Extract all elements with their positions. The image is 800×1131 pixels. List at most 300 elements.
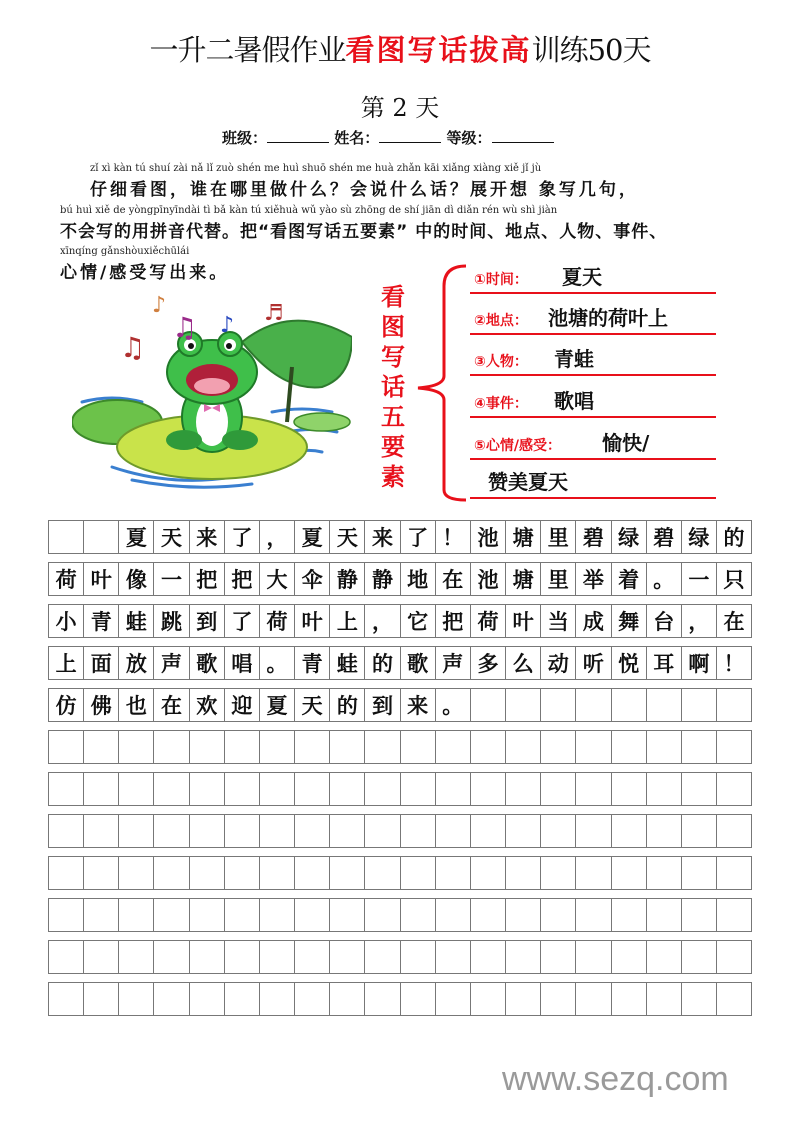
grid-cell[interactable] [84, 941, 119, 973]
grid-cell[interactable] [506, 899, 541, 931]
grid-cell[interactable]: 把 [436, 605, 471, 637]
grid-cell[interactable]: 了 [225, 605, 260, 637]
grid-cell[interactable] [471, 899, 506, 931]
grid-cell[interactable] [506, 983, 541, 1015]
grid-cell[interactable]: 地 [401, 563, 436, 595]
title-char: 素 [381, 462, 405, 491]
grid-cell[interactable]: 在 [436, 563, 471, 595]
grid-cell[interactable] [612, 857, 647, 889]
grid-cell[interactable]: 天 [154, 521, 189, 553]
grid-cell[interactable]: 蛙 [330, 647, 365, 679]
grid-cell[interactable] [471, 689, 506, 721]
grid-cell[interactable] [154, 983, 189, 1015]
grid-cell[interactable] [506, 815, 541, 847]
grid-cell[interactable] [225, 941, 260, 973]
grid-cell[interactable]: 绿 [682, 521, 717, 553]
title-suffix: 训练50天 [531, 33, 651, 67]
grid-cell[interactable] [49, 773, 84, 805]
grid-cell[interactable] [506, 857, 541, 889]
grid-cell[interactable] [330, 857, 365, 889]
grid-cell[interactable] [260, 983, 295, 1015]
grid-cell[interactable]: 只 [723, 567, 745, 592]
grid-cell[interactable]: 伞 [295, 563, 330, 595]
watermark: www.sezq.com [502, 1060, 729, 1098]
grid-row [48, 814, 752, 848]
grid-cell[interactable] [365, 773, 400, 805]
title-char: 五 [381, 402, 405, 431]
element-label: ⑤心情/感受： [474, 438, 561, 454]
grid-cell[interactable] [190, 899, 225, 931]
grid-cell[interactable]: 叶 [84, 563, 119, 595]
element-value[interactable]: 池塘的荷叶上 [548, 306, 668, 330]
grid-cell[interactable]: 当 [541, 605, 576, 637]
grid-cell[interactable]: ， [682, 605, 717, 637]
grid-cell[interactable] [190, 941, 225, 973]
grid-cell[interactable]: 了 [225, 521, 260, 553]
grid-cell[interactable]: 天 [295, 689, 330, 721]
grid-cell[interactable] [330, 815, 365, 847]
grid-cell[interactable] [682, 773, 717, 805]
grid-cell[interactable] [260, 731, 295, 763]
grid-cell[interactable] [576, 731, 611, 763]
grid-cell[interactable] [119, 899, 154, 931]
grid-cell[interactable] [647, 941, 682, 973]
grid-cell[interactable] [647, 689, 682, 721]
grid-cell[interactable]: 举 [576, 563, 611, 595]
student-info-fields [222, 127, 554, 148]
grid-cell[interactable] [190, 731, 225, 763]
grid-cell[interactable]: 声 [154, 647, 189, 679]
grid-cell[interactable]: 舞 [612, 605, 647, 637]
grid-cell[interactable]: 耳 [647, 647, 682, 679]
grid-cell[interactable] [49, 815, 84, 847]
grid-cell[interactable]: 。 [647, 563, 682, 595]
grid-cell[interactable] [260, 941, 295, 973]
instruction-text: 不会写的用拼音代替。把“看图写话五要素” 中的时间、地点、人物、事件、 [60, 222, 668, 242]
grid-cell[interactable] [647, 731, 682, 763]
grid-cell[interactable] [401, 941, 436, 973]
grid-cell[interactable] [365, 857, 400, 889]
grid-cell[interactable] [154, 857, 189, 889]
grid-cell[interactable] [436, 983, 471, 1015]
grid-cell[interactable] [576, 899, 611, 931]
grid-cell[interactable] [49, 521, 84, 553]
grid-cell[interactable]: 到 [190, 605, 225, 637]
grid-cell[interactable] [154, 899, 189, 931]
five-elements-vertical-title [376, 282, 410, 492]
grid-cell[interactable]: 。 [436, 689, 471, 721]
grid-cell[interactable]: ， [365, 605, 400, 637]
grid-cell[interactable]: 来 [401, 689, 436, 721]
grid-cell[interactable] [119, 983, 154, 1015]
grid-cell[interactable] [401, 773, 436, 805]
grid-cell[interactable]: 歌 [401, 647, 436, 679]
name-field[interactable] [379, 142, 441, 143]
grid-cell[interactable]: 叶 [295, 605, 330, 637]
title-char: 要 [381, 432, 405, 461]
grid-cell[interactable] [119, 815, 154, 847]
grid-cell[interactable] [717, 731, 751, 763]
grid-cell[interactable] [576, 689, 611, 721]
element-value[interactable]: 夏天 [562, 265, 602, 289]
grid-cell[interactable] [682, 857, 717, 889]
grid-cell[interactable] [225, 983, 260, 1015]
grid-cell[interactable] [190, 773, 225, 805]
grid-cell[interactable] [576, 857, 611, 889]
grid-cell[interactable]: 绿 [612, 521, 647, 553]
grid-cell[interactable]: 来 [365, 521, 400, 553]
grid-cell[interactable] [471, 731, 506, 763]
grid-cell[interactable]: 夏 [260, 689, 295, 721]
day-label: 第 2 天 [360, 94, 440, 122]
grid-cell[interactable]: 碧 [576, 521, 611, 553]
grid-cell[interactable] [612, 731, 647, 763]
grid-cell[interactable] [541, 815, 576, 847]
grid-cell[interactable] [49, 941, 84, 973]
class-field[interactable] [267, 142, 329, 143]
grid-cell[interactable] [576, 815, 611, 847]
grid-cell[interactable] [295, 857, 330, 889]
grid-cell[interactable] [401, 857, 436, 889]
grid-cell[interactable]: 一 [154, 563, 189, 595]
grid-cell[interactable] [119, 773, 154, 805]
grid-cell[interactable] [330, 983, 365, 1015]
brace-icon [408, 262, 468, 502]
grid-cell[interactable] [682, 815, 717, 847]
grid-cell[interactable] [717, 983, 751, 1015]
grid-cell[interactable]: 成 [576, 605, 611, 637]
grid-cell[interactable]: 佛 [84, 689, 119, 721]
grid-cell[interactable] [49, 731, 84, 763]
grid-row [48, 688, 752, 722]
grid-cell[interactable]: 荷 [49, 563, 84, 595]
grid-cell[interactable] [647, 899, 682, 931]
grid-cell[interactable]: 到 [365, 689, 400, 721]
grid-cell[interactable]: 的 [723, 525, 745, 550]
element-person [470, 344, 716, 376]
element-value[interactable]: 青蛙 [554, 347, 594, 371]
grid-cell[interactable] [260, 815, 295, 847]
grid-cell[interactable]: 大 [260, 563, 295, 595]
grid-cell[interactable]: 么 [506, 647, 541, 679]
grid-cell[interactable] [717, 941, 751, 973]
title-char: 话 [381, 372, 405, 401]
grid-cell[interactable] [365, 815, 400, 847]
grid-cell[interactable] [612, 815, 647, 847]
grid-cell[interactable] [506, 689, 541, 721]
grid-cell[interactable] [612, 983, 647, 1015]
grid-cell[interactable] [225, 815, 260, 847]
grid-cell[interactable] [612, 899, 647, 931]
grid-cell[interactable] [541, 857, 576, 889]
grid-cell[interactable]: 跳 [154, 605, 189, 637]
page-title [0, 28, 800, 69]
grid-cell[interactable] [295, 815, 330, 847]
grid-cell[interactable] [436, 941, 471, 973]
grid-cell[interactable] [295, 983, 330, 1015]
grid-cell[interactable] [682, 899, 717, 931]
grid-cell[interactable]: 蛙 [119, 605, 154, 637]
pinyin: zǐ xì kàn tú shuí zài nǎ lǐ zuò shén me huì shuō shén me huà zhǎn kāi xiǎng xiàng xiě jǐ jù [90, 163, 542, 174]
grid-cell[interactable]: 塘 [506, 521, 541, 553]
element-label: ③人物： [474, 354, 528, 370]
grid-cell[interactable] [295, 773, 330, 805]
grid-cell[interactable]: ， [260, 521, 295, 553]
grid-cell[interactable] [84, 815, 119, 847]
grid-cell[interactable]: 上 [49, 647, 84, 679]
grid-cell[interactable] [717, 899, 751, 931]
grid-cell[interactable]: 里 [541, 563, 576, 595]
grid-cell[interactable]: 在 [723, 609, 745, 634]
grid-cell[interactable]: 的 [365, 647, 400, 679]
grid-cell[interactable] [436, 773, 471, 805]
element-event [470, 386, 716, 418]
grid-cell[interactable] [330, 731, 365, 763]
grid-cell[interactable]: 迎 [225, 689, 260, 721]
grid-row [48, 520, 752, 554]
grid-cell[interactable] [541, 983, 576, 1015]
grid-cell[interactable]: 来 [190, 521, 225, 553]
grid-cell[interactable] [541, 941, 576, 973]
svg-text:♪: ♪ [152, 293, 167, 318]
grid-cell[interactable] [576, 983, 611, 1015]
grid-cell[interactable] [190, 983, 225, 1015]
element-value[interactable]: 歌唱 [554, 389, 594, 413]
grid-cell[interactable]: 静 [365, 563, 400, 595]
grid-cell[interactable] [612, 773, 647, 805]
grid-cell[interactable]: 像 [119, 563, 154, 595]
grid-cell[interactable]: 里 [541, 521, 576, 553]
grid-cell[interactable]: 把 [225, 563, 260, 595]
grid-row [48, 940, 752, 974]
grid-cell[interactable] [576, 941, 611, 973]
grid-cell[interactable] [154, 941, 189, 973]
instruction-line-2 [60, 205, 667, 242]
grid-cell[interactable]: 仿 [49, 689, 84, 721]
grid-row [48, 856, 752, 890]
grade-field[interactable] [492, 142, 554, 143]
grid-cell[interactable]: 放 [119, 647, 154, 679]
grid-cell[interactable]: 也 [119, 689, 154, 721]
grid-cell[interactable]: 荷 [260, 605, 295, 637]
grid-cell[interactable]: 唱 [225, 647, 260, 679]
grid-cell[interactable]: 了 [401, 521, 436, 553]
grid-cell[interactable] [154, 773, 189, 805]
grid-cell[interactable]: 声 [436, 647, 471, 679]
grid-cell[interactable] [295, 941, 330, 973]
grid-cell[interactable] [119, 857, 154, 889]
grid-cell[interactable] [471, 857, 506, 889]
grid-cell[interactable] [365, 983, 400, 1015]
grid-row [48, 562, 752, 596]
grid-cell[interactable]: 听 [576, 647, 611, 679]
grid-cell[interactable]: 啊 [682, 647, 717, 679]
grid-cell[interactable] [576, 773, 611, 805]
element-label: ②地点： [474, 313, 528, 329]
grid-cell[interactable] [541, 773, 576, 805]
grid-cell[interactable] [682, 941, 717, 973]
grid-cell[interactable]: 面 [84, 647, 119, 679]
grid-cell[interactable] [401, 899, 436, 931]
grid-cell[interactable] [154, 731, 189, 763]
grid-cell[interactable]: 青 [295, 647, 330, 679]
grid-cell[interactable]: 青 [84, 605, 119, 637]
grid-cell[interactable] [225, 773, 260, 805]
grid-cell[interactable] [506, 773, 541, 805]
grid-cell[interactable] [471, 941, 506, 973]
grid-cell[interactable] [84, 521, 119, 553]
grid-cell[interactable] [225, 899, 260, 931]
grid-cell[interactable]: 上 [330, 605, 365, 637]
grid-cell[interactable] [717, 857, 751, 889]
grid-cell[interactable] [260, 773, 295, 805]
grid-cell[interactable] [84, 731, 119, 763]
grid-cell[interactable] [84, 857, 119, 889]
pinyin: bú huì xiě de yòngpīnyīndài tì bǎ kàn tú xiěhuà wǔ yào sù zhōng de shí jiān dì diǎn rén wù shì jiàn [60, 205, 558, 216]
grid-cell[interactable] [225, 857, 260, 889]
instruction-line-3 [60, 246, 229, 283]
grid-cell[interactable] [506, 941, 541, 973]
grid-cell[interactable]: 碧 [647, 521, 682, 553]
grid-cell[interactable]: 夏 [119, 521, 154, 553]
instruction-text: 心情/感受写出来。 [60, 263, 230, 283]
element-value[interactable]: 赞美夏天 [488, 470, 568, 494]
grid-cell[interactable] [541, 689, 576, 721]
grid-cell[interactable]: 塘 [506, 563, 541, 595]
svg-text:♬: ♬ [264, 301, 284, 326]
instruction-line-1 [62, 163, 639, 200]
title-prefix: 一升二暑假作业 [149, 33, 346, 67]
pinyin: xīnqíng gǎnshòuxiěchūlái [60, 246, 190, 257]
grid-cell[interactable]: 荷 [471, 605, 506, 637]
grid-cell[interactable] [190, 857, 225, 889]
grid-cell[interactable]: 静 [330, 563, 365, 595]
grid-cell[interactable] [436, 815, 471, 847]
grid-cell[interactable]: 把 [190, 563, 225, 595]
grid-cell[interactable] [401, 731, 436, 763]
svg-text:♫: ♫ [172, 311, 198, 344]
grid-cell[interactable]: 天 [330, 521, 365, 553]
title-char: 写 [381, 342, 405, 371]
element-label: ④事件： [474, 396, 528, 412]
grid-cell[interactable] [330, 899, 365, 931]
grid-cell[interactable]: 歌 [190, 647, 225, 679]
instruction-text: 仔细看图，谁在哪里做什么？会说什么话？展开想 象写几句， [90, 180, 639, 200]
grid-cell[interactable]: ！ [723, 651, 745, 676]
svg-text:♫: ♫ [120, 331, 146, 364]
grid-cell[interactable] [401, 983, 436, 1015]
grid-cell[interactable] [436, 857, 471, 889]
grid-cell[interactable] [647, 983, 682, 1015]
grid-cell[interactable]: 在 [154, 689, 189, 721]
element-value[interactable]: 愉快/ [602, 431, 650, 455]
grid-cell[interactable]: 多 [471, 647, 506, 679]
element-feeling-continued [470, 467, 716, 499]
element-place [470, 303, 716, 335]
grid-cell[interactable] [365, 899, 400, 931]
grid-cell[interactable] [471, 773, 506, 805]
grid-cell[interactable]: 。 [260, 647, 295, 679]
grid-row [48, 604, 752, 638]
element-label: ①时间： [474, 272, 528, 288]
grid-cell[interactable] [436, 899, 471, 931]
grid-cell[interactable]: 台 [647, 605, 682, 637]
grid-cell[interactable] [365, 731, 400, 763]
grid-cell[interactable] [436, 731, 471, 763]
grid-cell[interactable] [612, 689, 647, 721]
grid-cell[interactable] [154, 815, 189, 847]
grid-cell[interactable]: 池 [471, 521, 506, 553]
grid-cell[interactable] [682, 983, 717, 1015]
grid-cell[interactable] [84, 983, 119, 1015]
grid-cell[interactable] [119, 731, 154, 763]
grid-cell[interactable] [260, 857, 295, 889]
grid-row [48, 772, 752, 806]
grid-cell[interactable] [49, 899, 84, 931]
grid-cell[interactable] [330, 941, 365, 973]
grid-cell[interactable] [49, 983, 84, 1015]
class-label: 班级： [222, 129, 268, 147]
grid-cell[interactable] [295, 731, 330, 763]
grid-cell[interactable] [49, 857, 84, 889]
grid-cell[interactable] [190, 815, 225, 847]
grid-cell[interactable]: ！ [436, 521, 471, 553]
grid-cell[interactable] [717, 773, 751, 805]
grid-cell[interactable] [717, 815, 751, 847]
grid-cell[interactable] [717, 689, 751, 721]
grid-cell[interactable]: 小 [49, 605, 84, 637]
grid-cell[interactable] [84, 899, 119, 931]
grid-cell[interactable]: 悦 [612, 647, 647, 679]
grid-cell[interactable] [647, 857, 682, 889]
grid-cell[interactable] [471, 815, 506, 847]
grid-cell[interactable] [330, 773, 365, 805]
grid-cell[interactable] [84, 773, 119, 805]
grid-cell[interactable] [541, 899, 576, 931]
grid-cell[interactable] [541, 731, 576, 763]
grid-row [48, 646, 752, 680]
grid-cell[interactable] [682, 731, 717, 763]
grid-cell[interactable] [682, 689, 717, 721]
grid-cell[interactable] [225, 731, 260, 763]
grid-cell[interactable] [612, 941, 647, 973]
grid-cell[interactable]: 它 [401, 605, 436, 637]
grid-cell[interactable]: 夏 [295, 521, 330, 553]
grid-cell[interactable]: 叶 [506, 605, 541, 637]
grid-cell[interactable] [295, 899, 330, 931]
grid-cell[interactable]: 着 [612, 563, 647, 595]
grid-row [48, 898, 752, 932]
grid-cell[interactable] [119, 941, 154, 973]
grid-cell[interactable] [647, 773, 682, 805]
grid-cell[interactable]: 动 [541, 647, 576, 679]
grid-cell[interactable]: 池 [471, 563, 506, 595]
grade-label: 等级： [446, 129, 492, 147]
grid-cell[interactable] [647, 815, 682, 847]
grid-cell[interactable]: 欢 [190, 689, 225, 721]
grid-cell[interactable]: 一 [682, 563, 717, 595]
element-feeling [470, 428, 716, 460]
grid-cell[interactable] [471, 983, 506, 1015]
grid-cell[interactable] [401, 815, 436, 847]
grid-cell[interactable] [365, 941, 400, 973]
grid-row [48, 982, 752, 1016]
grid-cell[interactable]: 的 [330, 689, 365, 721]
title-highlight: 看图写话拔高 [345, 33, 532, 67]
grid-cell[interactable] [260, 899, 295, 931]
grid-cell[interactable] [506, 731, 541, 763]
grid-row [48, 730, 752, 764]
